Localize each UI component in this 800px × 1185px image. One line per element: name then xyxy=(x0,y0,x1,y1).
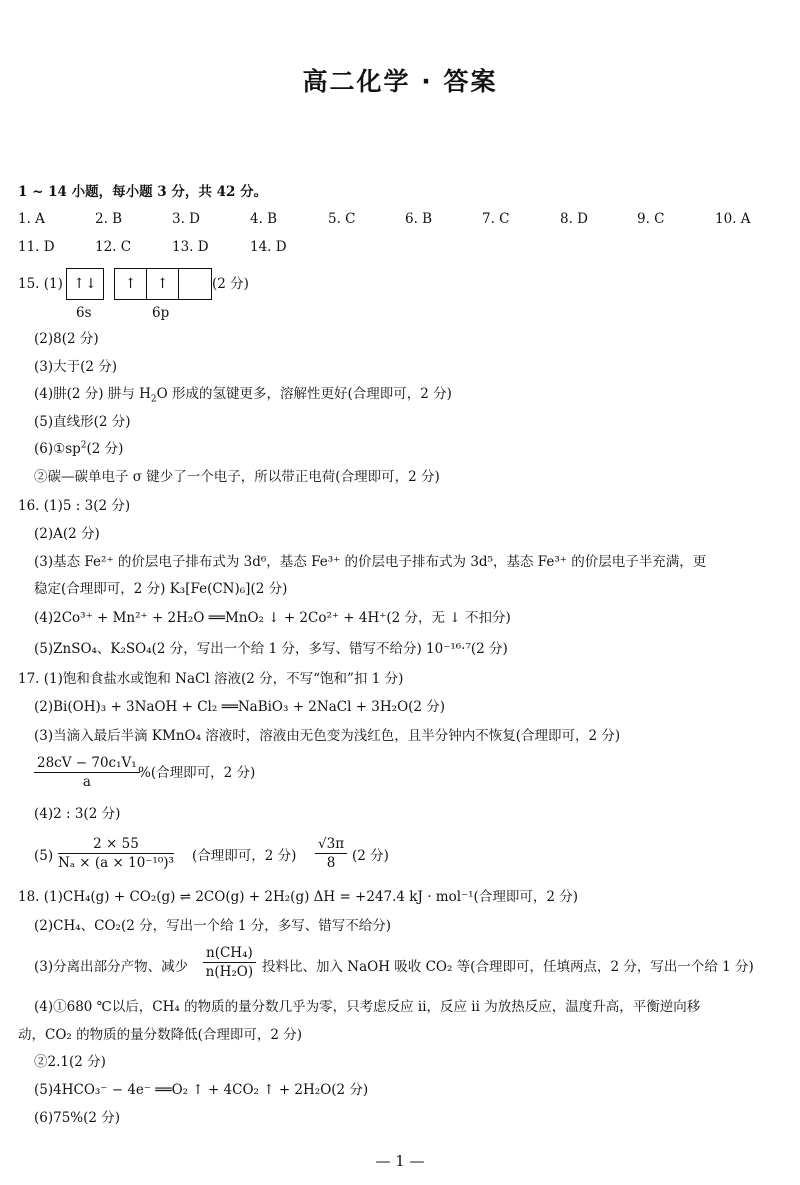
q17-3: (3)当滴入最后半滴 KMnO₄ 溶液时，溶液由无色变为浅红色，且半分钟内不恢复(合理即可，2 分) xyxy=(34,728,621,744)
mc-answer: 12. C xyxy=(95,239,132,255)
fraction-titration xyxy=(34,755,140,790)
q17-5-prefix: (5) xyxy=(34,848,54,864)
orbital-cell: ↑↓ xyxy=(73,276,97,292)
mc-answer: 4. B xyxy=(250,211,278,227)
q18-1: 18. (1)CH₄(g) + CO₂(g) ⇌ 2CO(g) + 2H₂(g) ΔH = +247.4 kJ · mol⁻¹(合理即可，2 分) xyxy=(18,889,578,905)
fraction-denominator: n(H₂O) xyxy=(205,964,254,980)
fraction-feed-ratio xyxy=(203,945,256,980)
orbital-box-6s xyxy=(66,268,104,300)
mc-answer: 5. C xyxy=(328,211,356,227)
q15-6-2: ②碳—碳单电子 σ 键少了一个电子，所以带正电荷(合理即可，2 分) xyxy=(34,469,440,485)
q15-2: (2)8(2 分) xyxy=(34,331,99,347)
mc-header: 1 ~ 14 小题，每小题 3 分，共 42 分。 xyxy=(18,184,268,200)
fraction-density xyxy=(58,836,174,871)
mc-answer: 3. D xyxy=(172,211,200,227)
q16-1: 16. (1)5 : 3(2 分) xyxy=(18,498,131,514)
orbital-cell: ↑ xyxy=(115,269,147,299)
label-6s: 6s xyxy=(76,305,92,321)
q15-prefix: 15. (1) xyxy=(18,276,63,292)
q16-2: (2)A(2 分) xyxy=(34,526,100,542)
q17-2: (2)Bi(OH)₃ + 3NaOH + Cl₂ ══NaBiO₃ + 2NaCl + 3H₂O(2 分) xyxy=(34,699,446,715)
fraction-numerator: 28cV − 70c₁V₁ xyxy=(34,755,140,773)
q16-5: (5)ZnSO₄、K₂SO₄(2 分，写出一个给 1 分，多写、错写不给分) 10⁻¹⁶·⁷(2 分) xyxy=(34,641,508,657)
q16-4: (4)2Co³⁺ + Mn²⁺ + 2H₂O ══MnO₂ ↓ + 2Co²⁺ + 4H⁺(2 分，无 ↓ 不扣分) xyxy=(34,610,511,626)
page-number: — 1 — xyxy=(375,1152,425,1170)
q15-5: (5)直线形(2 分) xyxy=(34,414,131,430)
q15-6: $(6)①sp^2(2$ 分) xyxy=(34,440,124,457)
q18-5: (5)4HCO₃⁻ − 4e⁻ ══O₂ ↑ + 4CO₂ ↑ + 2H₂O(2 分) xyxy=(34,1082,369,1098)
q18-4b: 动，CO₂ 的物质的量分数降低(合理即可，2 分) xyxy=(18,1027,303,1043)
fraction-denominator: a xyxy=(82,774,91,790)
q16-3: (3)基态 Fe²⁺ 的价层电子排布式为 3d⁶，基态 Fe³⁺ 的价层电子排布式为 3d⁵，基态 Fe³⁺ 的价层电子半充满，更 xyxy=(34,554,707,570)
mc-answer: 6. B xyxy=(405,211,433,227)
q18-4: (4)①680 ℃以后，CH₄ 的物质的量分数几乎为零，只考虑反应 ⅱ，反应 ⅱ 为放热反应，温度升高，平衡逆向移 xyxy=(34,999,701,1015)
q17-3-tail: %(合理即可，2 分) xyxy=(138,765,256,781)
label-6p: 6p xyxy=(152,305,170,321)
orbital-cell: ↑ xyxy=(147,269,179,299)
fraction-ratio xyxy=(315,836,347,871)
fraction-numerator: √3π xyxy=(315,836,347,854)
fraction-denominator: 8 xyxy=(326,855,336,871)
mc-answer: 9. C xyxy=(637,211,665,227)
fraction-denominator: Nₐ × (a × 10⁻¹⁰)³ xyxy=(58,855,174,871)
orbital-cell xyxy=(179,269,210,299)
mc-answer: 2. B xyxy=(95,211,123,227)
q18-6: (6)75%(2 分) xyxy=(34,1110,121,1126)
mc-answer: 7. C xyxy=(482,211,510,227)
page-title: 高二化学 · 答案 xyxy=(302,67,498,96)
q18-4-2: ②2.1(2 分) xyxy=(34,1054,106,1070)
fraction-numerator: n(CH₄) xyxy=(203,945,256,963)
q18-2: (2)CH₄、CO₂(2 分，写出一个给 1 分，多写、错写不给分) xyxy=(34,918,392,934)
mc-answer: 1. A xyxy=(18,211,45,227)
q15-3: (3)大于(2 分) xyxy=(34,359,118,375)
q17-1: 17. (1)饱和食盐水或饱和 NaCl 溶液(2 分，不写“饱和”扣 1 分) xyxy=(18,671,404,687)
mc-answer: 8. D xyxy=(560,211,588,227)
q16-3b: 稳定(合理即可，2 分) K₃[Fe(CN)₆](2 分) xyxy=(34,581,288,597)
q18-3-prefix: (3)分离出部分产物、减少 xyxy=(34,959,189,975)
q17-4: (4)2 : 3(2 分) xyxy=(34,806,121,822)
q15-score: (2 分) xyxy=(212,276,249,292)
mc-answer: 11. D xyxy=(18,239,55,255)
fraction-numerator: 2 × 55 xyxy=(58,836,174,854)
mc-answer: 10. A xyxy=(715,211,751,227)
mc-answer: 14. D xyxy=(250,239,287,255)
q18-3-tail: 投料比、加入 NaOH 吸收 CO₂ 等(合理即可，任填两点，2 分，写出一个给 1 分) xyxy=(262,959,754,975)
orbital-box-6p xyxy=(114,268,212,300)
q17-5-tail: (2 分) xyxy=(352,848,389,864)
q15-4: (4)肼(2 分) 肼与 $H_2O$ 形成的氢键更多，溶解性更好(合理即可，2 分) xyxy=(34,386,452,405)
mc-answer: 13. D xyxy=(172,239,209,255)
q17-5-mid: (合理即可，2 分) xyxy=(192,848,297,864)
